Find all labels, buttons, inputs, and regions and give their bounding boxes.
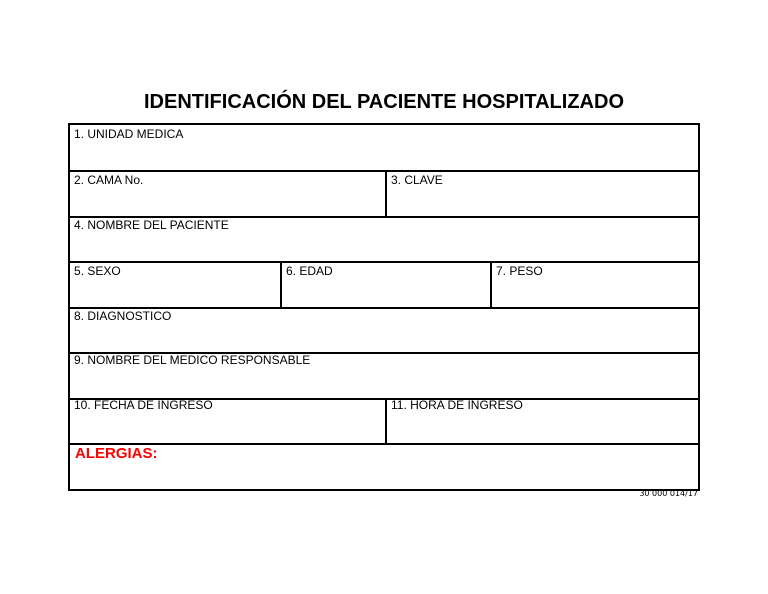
row-alergias <box>70 444 698 489</box>
nombre-paciente-label: 4. NOMBRE DEL PACIENTE <box>74 218 229 232</box>
cama-field[interactable] <box>70 171 385 216</box>
row-unidad-medica <box>70 125 698 172</box>
unidad-medica-field[interactable] <box>70 125 698 170</box>
row-fecha-hora-ingreso <box>70 398 698 445</box>
page-title: IDENTIFICACIÓN DEL PACIENTE HOSPITALIZADO <box>143 91 624 113</box>
row-sexo-edad-peso <box>70 262 698 309</box>
row-nombre-paciente <box>70 216 698 263</box>
medico-responsable-field[interactable] <box>70 353 698 398</box>
clave-field[interactable] <box>385 171 698 216</box>
fecha-ingreso-label: 10. FECHA DE INGRESO <box>74 398 213 412</box>
hora-ingreso-field[interactable] <box>385 398 698 443</box>
diagnostico-field[interactable] <box>70 307 698 352</box>
hora-ingreso-label: 11. HORA DE INGRESO <box>391 398 523 412</box>
nombre-paciente-field[interactable] <box>70 216 698 261</box>
fecha-ingreso-field[interactable] <box>70 398 385 443</box>
diagnostico-label: 8. DIAGNOSTICO <box>74 309 172 323</box>
patient-id-form <box>68 123 700 491</box>
row-medico-responsable <box>70 353 698 400</box>
peso-label: 7. PESO <box>496 264 543 278</box>
row-diagnostico <box>70 307 698 354</box>
form-code: 30 000 014/17 <box>639 489 698 498</box>
alergias-field[interactable] <box>70 444 698 489</box>
clave-label: 3. CLAVE <box>391 173 443 187</box>
medico-responsable-label: 9. NOMBRE DEL MEDICO RESPONSABLE <box>74 353 311 367</box>
peso-field[interactable] <box>490 262 698 307</box>
sexo-field[interactable] <box>70 262 280 307</box>
row-cama-clave <box>70 171 698 218</box>
alergias-label: ALERGIAS: <box>75 445 158 462</box>
edad-field[interactable] <box>280 262 490 307</box>
sexo-label: 5. SEXO <box>74 264 121 278</box>
cama-label: 2. CAMA No. <box>74 173 144 187</box>
unidad-medica-label: 1. UNIDAD MEDICA <box>74 127 184 141</box>
edad-label: 6. EDAD <box>286 264 333 278</box>
